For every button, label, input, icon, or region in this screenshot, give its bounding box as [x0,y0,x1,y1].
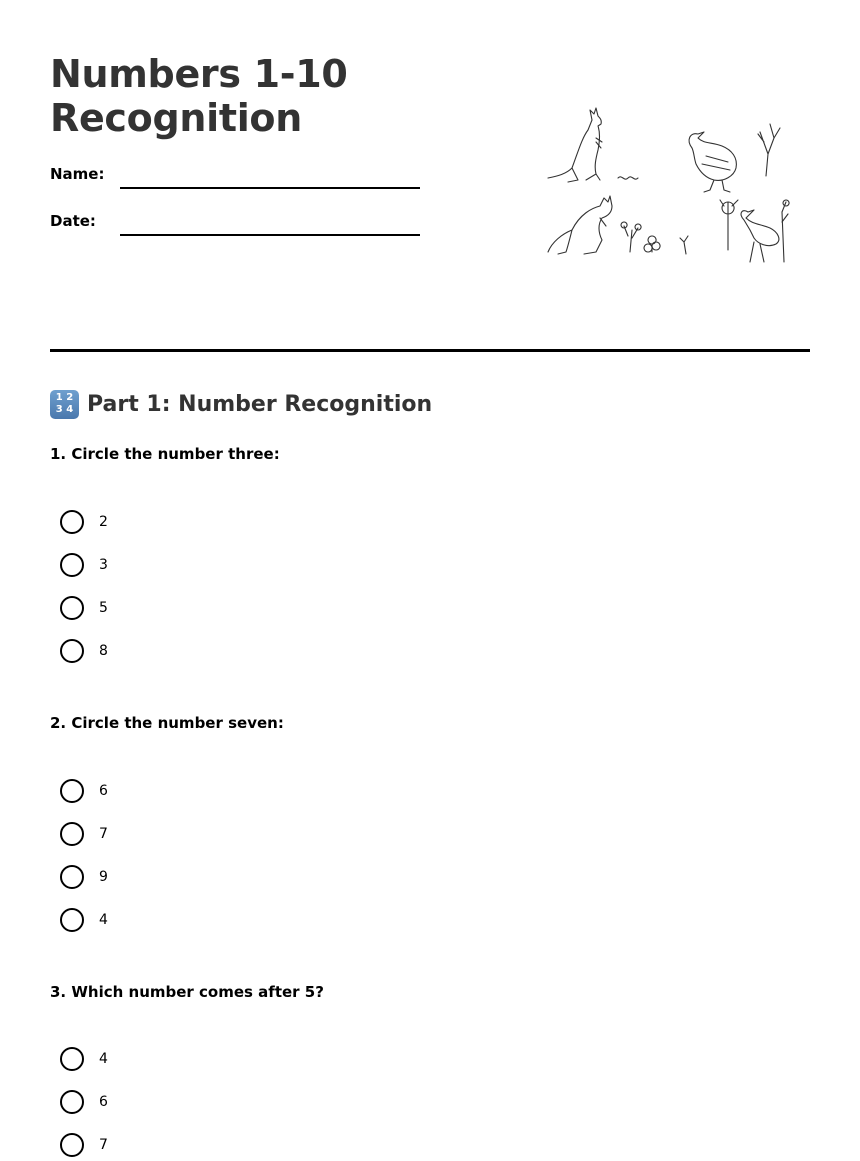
option-label: 6 [99,1094,108,1110]
option-label: 8 [99,643,108,659]
radio-button[interactable] [60,1047,84,1071]
option-label: 3 [99,557,108,573]
australian-animals-illustration [538,102,790,270]
option-label: 7 [99,1137,108,1153]
question-2-option[interactable] [60,864,108,890]
name-line[interactable] [120,187,420,189]
numbers-icon [50,390,79,419]
question-3-prompt: 3. Which number comes after 5? [50,983,324,1001]
question-2-option[interactable] [60,907,108,933]
radio-button[interactable] [60,779,84,803]
icon-digit: 2 [66,392,74,404]
radio-button[interactable] [60,822,84,846]
worksheet-title: Numbers 1-10 Recognition [50,52,348,140]
wildflowers-drawing [621,222,688,254]
tree-drawing [758,124,780,176]
radio-button[interactable] [60,865,84,889]
radio-button[interactable] [60,1090,84,1114]
question-1-option[interactable] [60,638,108,664]
question-2-prompt: 2. Circle the number seven: [50,714,284,732]
grass-squiggle-drawing [618,177,638,179]
kangaroo-crouching-drawing [548,196,612,254]
option-label: 4 [99,912,108,928]
kangaroo-standing-drawing [548,108,602,182]
radio-button[interactable] [60,596,84,620]
option-label: 4 [99,1051,108,1067]
section-divider [50,349,810,352]
question-1-option[interactable] [60,509,108,535]
option-label: 2 [99,514,108,530]
question-3-option[interactable] [60,1132,108,1158]
radio-button[interactable] [60,639,84,663]
radio-button[interactable] [60,510,84,534]
question-3-option[interactable] [60,1089,108,1115]
heron-drawing [720,200,789,262]
option-label: 9 [99,869,108,885]
part1-header [50,388,432,420]
question-1-prompt: 1. Circle the number three: [50,445,280,463]
icon-digit: 1 [55,392,63,404]
option-label: 5 [99,600,108,616]
radio-button[interactable] [60,553,84,577]
option-label: 7 [99,826,108,842]
date-line[interactable] [120,234,420,236]
radio-button[interactable] [60,908,84,932]
date-label: Date: [50,212,96,230]
icon-digit: 3 [55,403,63,415]
question-1-option[interactable] [60,552,108,578]
question-3-option[interactable] [60,1046,108,1072]
icon-digit: 4 [66,403,74,415]
name-label: Name: [50,165,105,183]
radio-button[interactable] [60,1133,84,1157]
option-label: 6 [99,783,108,799]
part1-title: Part 1: Number Recognition [87,391,433,417]
question-1-option[interactable] [60,595,108,621]
emu-drawing [689,132,736,192]
question-2-option[interactable] [60,778,108,804]
question-2-option[interactable] [60,821,108,847]
